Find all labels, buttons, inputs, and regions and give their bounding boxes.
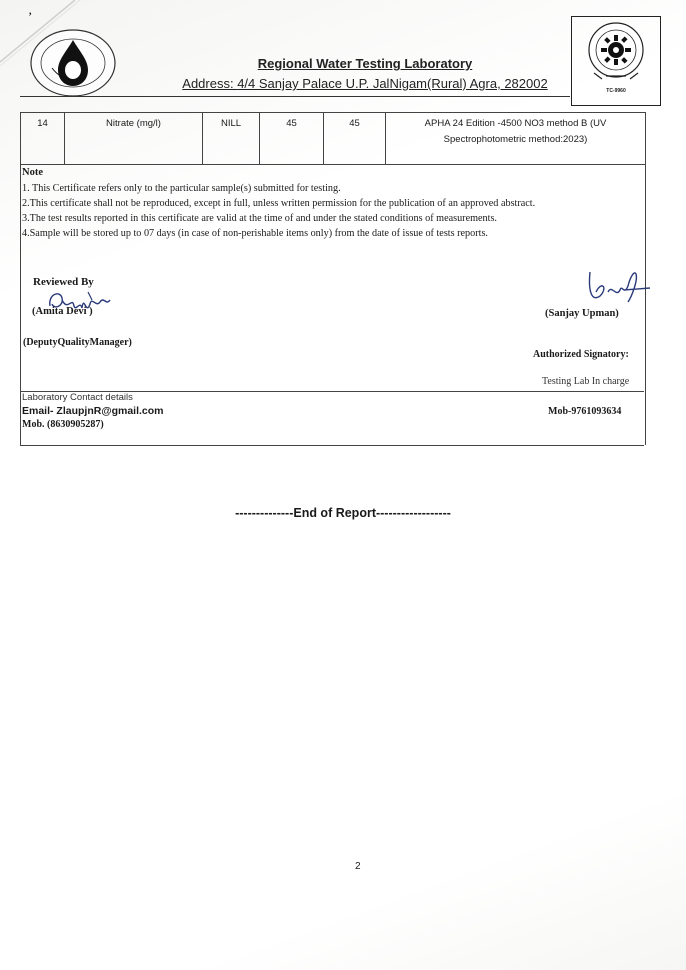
note-item-1: 1. This Certificate refers only to the particular sample(s) submitted for testing. (22, 183, 341, 194)
address-label: Address: (182, 76, 238, 91)
stray-mark: , (29, 6, 32, 17)
permissible-limit-cell: 45 (324, 113, 386, 165)
note-item-2: 2.This certificate shall not be reproduced, except in full, unless written permission for the publication of an approved abstract. (22, 198, 536, 209)
method-line-1: APHA 24 Edition -4500 NO3 method B (UV (424, 118, 607, 129)
contact-email: Email- ZlaupjnR@gmail.com (22, 405, 164, 417)
parameter-cell: Nitrate (mg/l) (65, 113, 203, 165)
note-item-4: 4.Sample will be stored up to 07 days (in case of non-perishable items only) from the date of issue of tests reports. (22, 228, 488, 239)
signatory-title: Authorized Signatory: (533, 349, 629, 360)
end-of-report: --------------End of Report------------------ (235, 506, 451, 520)
page-number: 2 (355, 861, 361, 872)
method-line-2: Spectrophotometric method:2023) (443, 134, 588, 145)
note-item-3: 3.The test results reported in this certificate are valid at the time of and under the stated conditions of measurements. (22, 213, 497, 224)
lab-title: Regional Water Testing Laboratory (257, 56, 473, 71)
reviewed-by-label: Reviewed By (33, 276, 94, 288)
signatory-mobile: Mob-9761093634 (548, 406, 622, 417)
reviewer-name: (Amita Devi ) (32, 306, 93, 317)
table-row (21, 113, 646, 165)
acceptable-limit-cell: 45 (260, 113, 324, 165)
lab-emblem-icon (580, 21, 652, 83)
test-result-table (20, 112, 646, 165)
notes-heading: Note (22, 167, 43, 178)
serial-number-cell: 14 (21, 113, 65, 165)
accreditation-code: TC-9960 (606, 88, 626, 94)
accreditation-logo-box (571, 16, 661, 106)
signatory-name: (Sanjay Upman) (545, 308, 619, 319)
notes-list (22, 181, 622, 241)
contact-mobile: Mob. (8630905287) (22, 419, 104, 430)
address-value: 4/4 Sanjay Palace U.P. JalNigam(Rural) Agra, 282002 (237, 76, 548, 91)
header-divider (20, 96, 570, 97)
signatory-subtitle: Testing Lab In charge (542, 376, 630, 387)
signatory-signature (578, 262, 658, 310)
lab-address (160, 76, 570, 91)
bottom-divider (20, 445, 644, 446)
test-method-cell (386, 113, 646, 165)
contact-heading: Laboratory Contact details (22, 392, 133, 403)
result-cell: NILL (203, 113, 260, 165)
jal-nigam-logo-icon (30, 28, 116, 98)
reviewer-role: (DeputyQualityManager) (23, 337, 132, 348)
